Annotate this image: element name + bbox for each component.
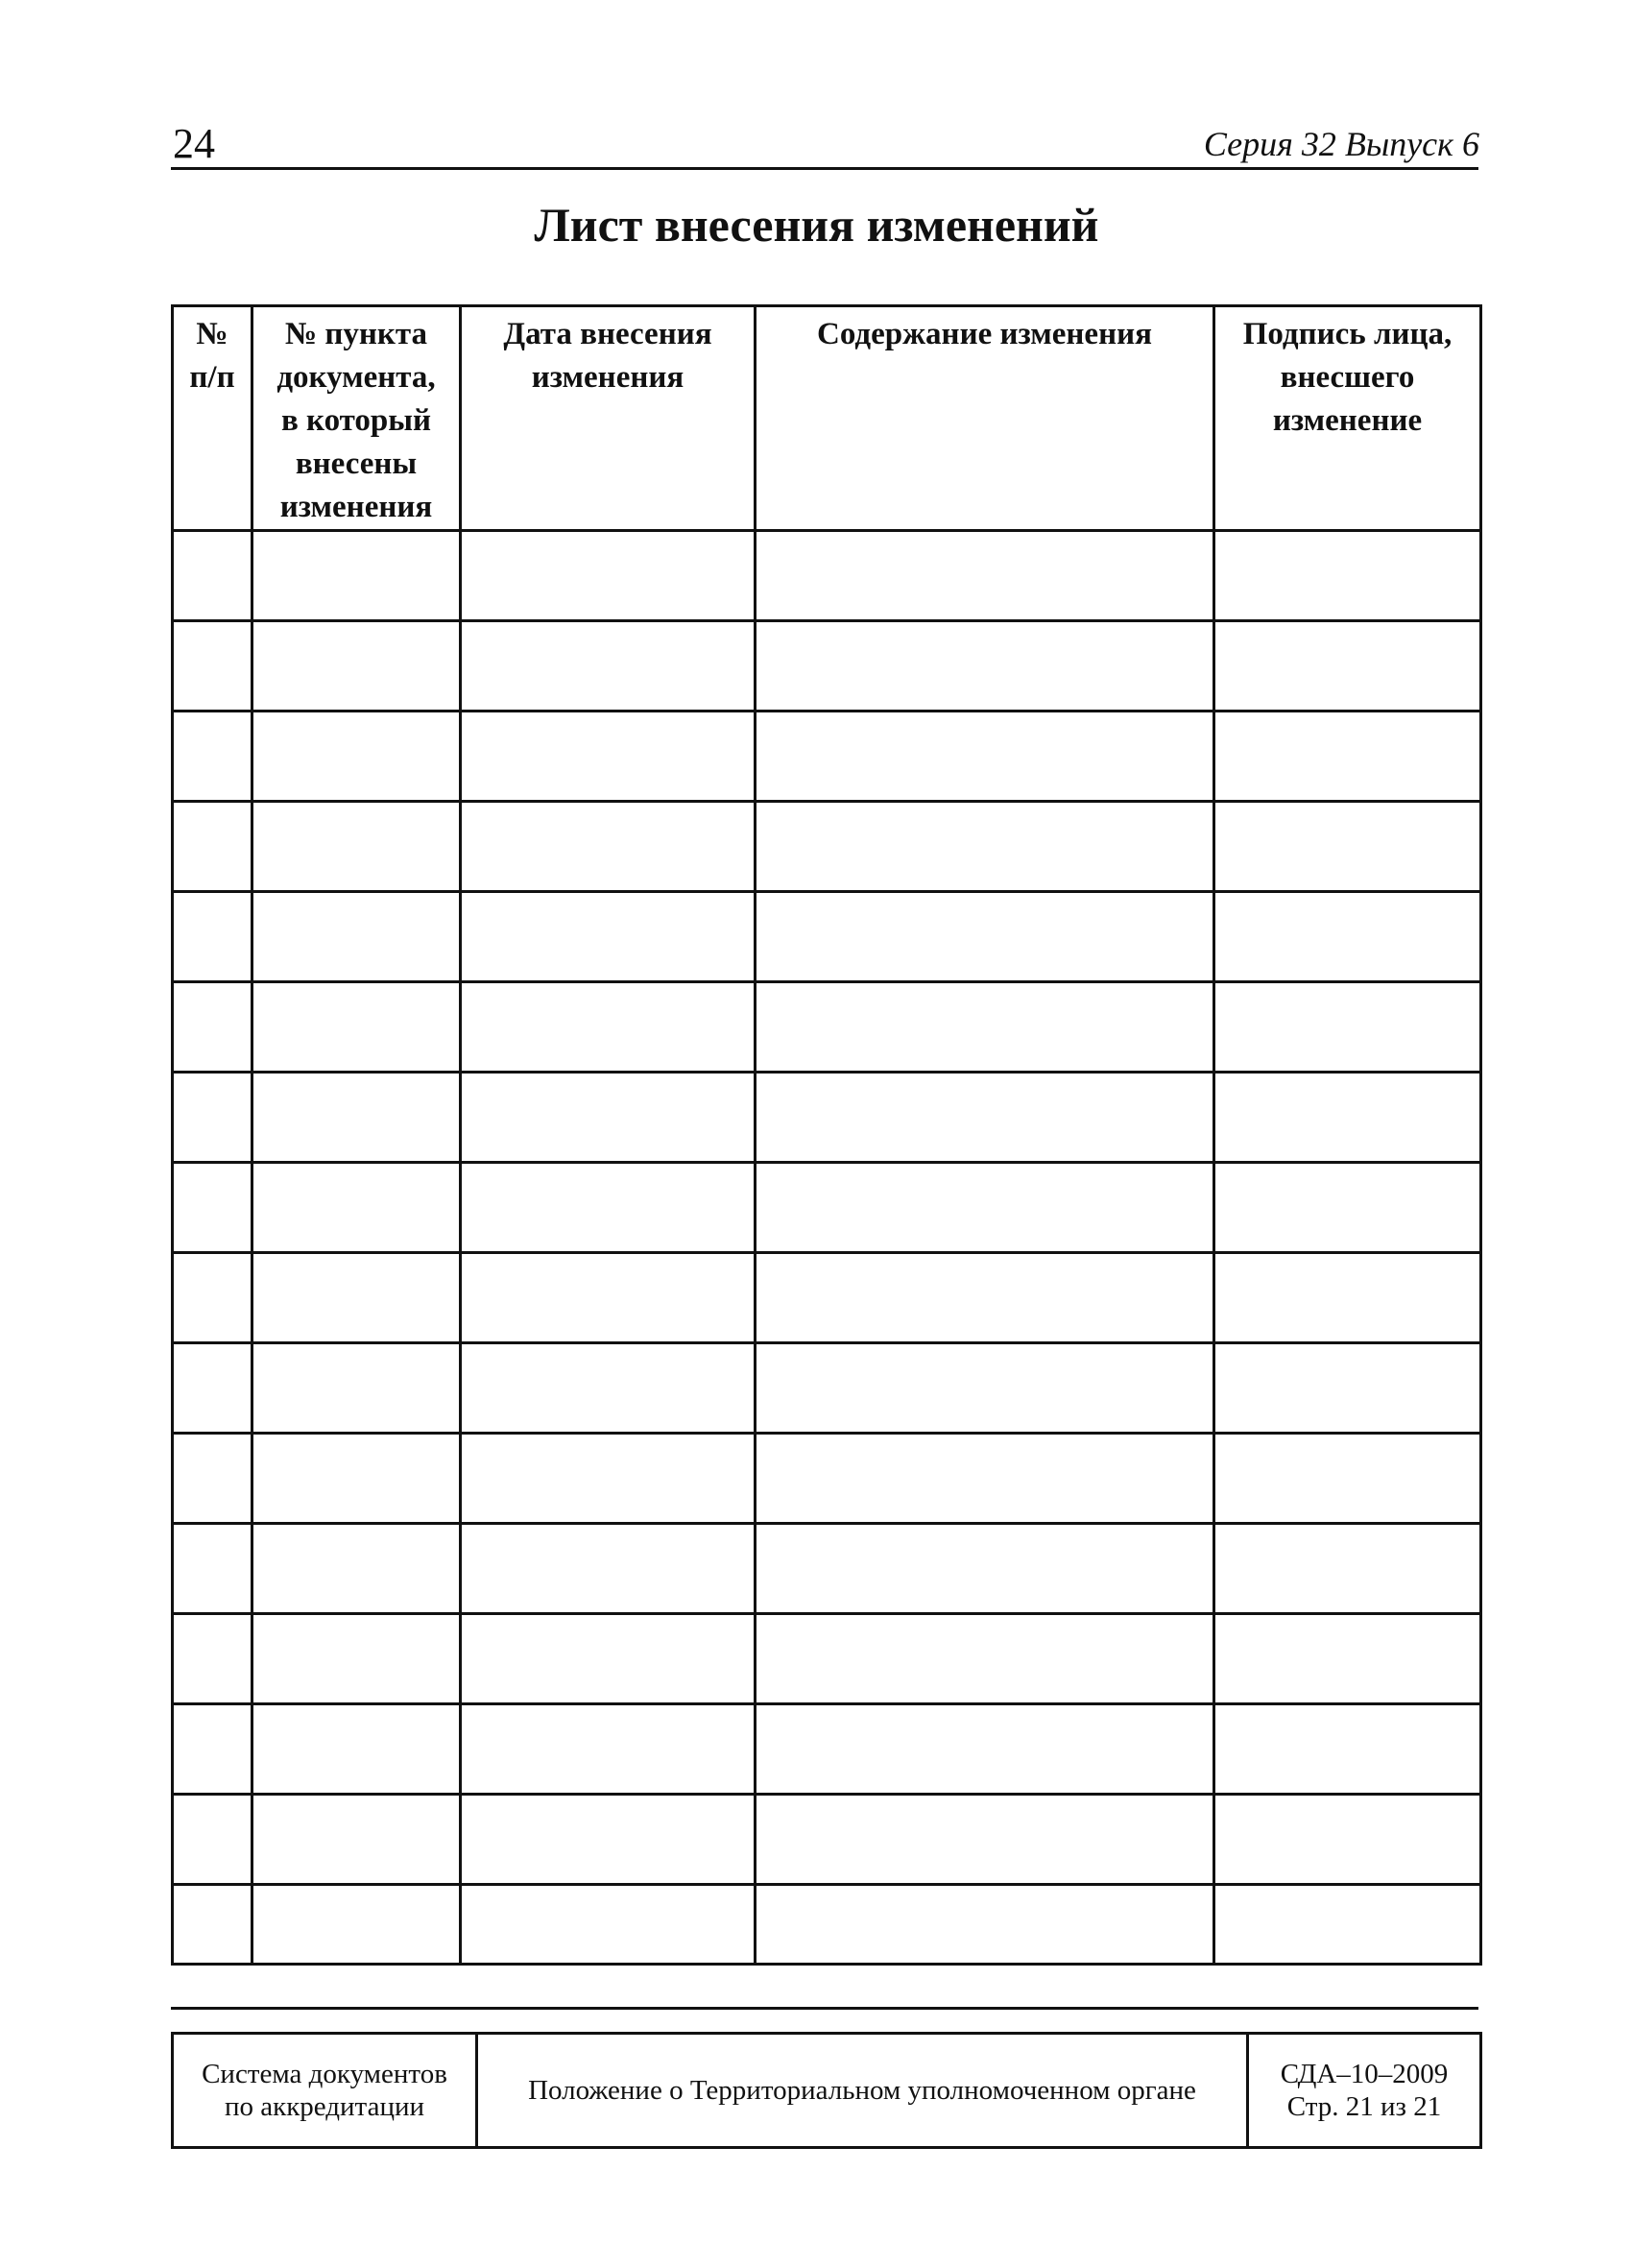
footer-rule xyxy=(171,2007,1478,2010)
table-cell xyxy=(252,1795,461,1885)
column-header-clause xyxy=(252,306,461,531)
table-cell xyxy=(461,802,756,892)
table-row xyxy=(173,1614,1481,1704)
table-cell xyxy=(461,1434,756,1524)
table-cell xyxy=(1214,1614,1481,1704)
table-cell xyxy=(173,1524,252,1614)
table-cell xyxy=(756,712,1214,802)
table-cell xyxy=(252,712,461,802)
footer-page-count: Стр. 21 из 21 xyxy=(1286,2091,1442,2122)
table-cell xyxy=(461,1253,756,1343)
table-cell xyxy=(173,531,252,621)
table-cell xyxy=(1214,1795,1481,1885)
table-cell xyxy=(461,531,756,621)
table-cell xyxy=(252,1704,461,1795)
table-cell xyxy=(756,1614,1214,1704)
table-cell xyxy=(461,1885,756,1965)
table-cell xyxy=(756,1704,1214,1795)
table-cell xyxy=(461,1704,756,1795)
table-row xyxy=(173,982,1481,1073)
column-header-signature xyxy=(1214,306,1481,531)
table-cell xyxy=(173,892,252,982)
footer-document-title: Положение о Территориальном уполномоченном органе xyxy=(477,2034,1248,2148)
table-cell xyxy=(461,1524,756,1614)
table-cell xyxy=(1214,892,1481,982)
table-cell xyxy=(1214,1253,1481,1343)
series-label: Серия 32 Выпуск 6 xyxy=(1203,125,1479,163)
table-cell xyxy=(173,1614,252,1704)
table-cell xyxy=(461,982,756,1073)
changes-table xyxy=(171,304,1482,1966)
table-cell xyxy=(1214,1073,1481,1163)
table-cell xyxy=(252,982,461,1073)
table-cell xyxy=(756,1343,1214,1434)
table-row xyxy=(173,1885,1481,1965)
table-cell xyxy=(1214,1524,1481,1614)
table-cell xyxy=(756,531,1214,621)
table-cell xyxy=(252,531,461,621)
table-cell xyxy=(1214,1885,1481,1965)
table-row xyxy=(173,1163,1481,1253)
table-cell xyxy=(252,1885,461,1965)
table-cell xyxy=(756,1524,1214,1614)
table-cell xyxy=(173,1343,252,1434)
table-cell xyxy=(173,1163,252,1253)
column-header-line: внесены xyxy=(295,446,418,481)
table-cell xyxy=(1214,1704,1481,1795)
table-cell xyxy=(756,1885,1214,1965)
table-row xyxy=(173,1704,1481,1795)
table-row xyxy=(173,1343,1481,1434)
table-cell xyxy=(252,1524,461,1614)
column-header-line: Подпись лица, xyxy=(1242,317,1453,351)
footer-row xyxy=(173,2034,1481,2148)
header-rule xyxy=(171,167,1478,170)
table-header-row xyxy=(173,306,1481,531)
table-cell xyxy=(756,802,1214,892)
table-cell xyxy=(756,1434,1214,1524)
table-row xyxy=(173,1524,1481,1614)
column-header-line: в который xyxy=(280,403,432,438)
table-cell xyxy=(173,802,252,892)
column-header-date xyxy=(461,306,756,531)
footer-system-line: по аккредитации xyxy=(224,2091,425,2122)
table-cell xyxy=(252,1253,461,1343)
table-row xyxy=(173,1253,1481,1343)
footer-code-cell xyxy=(1248,2034,1481,2148)
table-cell xyxy=(1214,1343,1481,1434)
table-cell xyxy=(173,621,252,712)
page-title: Лист внесения изменений xyxy=(534,198,1099,252)
column-header-content xyxy=(756,306,1214,531)
table-cell xyxy=(461,1795,756,1885)
table-cell xyxy=(461,712,756,802)
table-cell xyxy=(756,892,1214,982)
table-cell xyxy=(756,1163,1214,1253)
table-cell xyxy=(173,1885,252,1965)
table-cell xyxy=(173,1073,252,1163)
table-row xyxy=(173,892,1481,982)
table-cell xyxy=(173,712,252,802)
table-cell xyxy=(1214,802,1481,892)
table-cell xyxy=(461,1163,756,1253)
table-cell xyxy=(756,1073,1214,1163)
table-cell xyxy=(756,621,1214,712)
footer-document-code: СДА–10–2009 xyxy=(1280,2059,1449,2089)
table-row xyxy=(173,1795,1481,1885)
table-cell xyxy=(756,982,1214,1073)
table-cell xyxy=(252,1073,461,1163)
table-row xyxy=(173,802,1481,892)
table-cell xyxy=(252,1163,461,1253)
table-cell xyxy=(756,1253,1214,1343)
footer-table xyxy=(171,2032,1482,2149)
column-header-line: № пункта xyxy=(284,317,428,351)
table-row xyxy=(173,531,1481,621)
column-header-line: документа, xyxy=(276,360,436,395)
table-row xyxy=(173,1434,1481,1524)
column-header-line: изменение xyxy=(1272,403,1423,438)
table-cell xyxy=(252,1434,461,1524)
column-header-number xyxy=(173,306,252,531)
column-header-line: внесшего xyxy=(1280,360,1415,395)
table-cell xyxy=(756,1795,1214,1885)
table-cell xyxy=(173,1253,252,1343)
table-cell xyxy=(1214,531,1481,621)
column-header-line: Дата внесения xyxy=(503,317,712,351)
table-cell xyxy=(461,621,756,712)
table-cell xyxy=(173,982,252,1073)
changes-table-body xyxy=(173,531,1481,1965)
table-cell xyxy=(1214,1434,1481,1524)
column-header-line: № xyxy=(196,317,228,351)
table-cell xyxy=(173,1704,252,1795)
column-header-line: изменения xyxy=(531,360,684,395)
table-row xyxy=(173,712,1481,802)
table-cell xyxy=(1214,1163,1481,1253)
table-cell xyxy=(173,1795,252,1885)
table-row xyxy=(173,1073,1481,1163)
table-row xyxy=(173,621,1481,712)
table-cell xyxy=(1214,712,1481,802)
table-cell xyxy=(173,1434,252,1524)
table-cell xyxy=(252,621,461,712)
column-header-line: изменения xyxy=(279,490,433,524)
table-cell xyxy=(1214,621,1481,712)
page-number: 24 xyxy=(173,120,215,167)
table-cell xyxy=(252,802,461,892)
footer-system-cell xyxy=(173,2034,477,2148)
table-cell xyxy=(252,1343,461,1434)
column-header-line: Содержание изменения xyxy=(817,317,1152,351)
table-cell xyxy=(1214,982,1481,1073)
footer-system-line: Система документов xyxy=(202,2059,447,2089)
column-header-line: п/п xyxy=(189,360,235,395)
table-cell xyxy=(461,1073,756,1163)
table-cell xyxy=(461,1343,756,1434)
table-cell xyxy=(461,892,756,982)
table-cell xyxy=(252,1614,461,1704)
table-cell xyxy=(461,1614,756,1704)
table-cell xyxy=(252,892,461,982)
